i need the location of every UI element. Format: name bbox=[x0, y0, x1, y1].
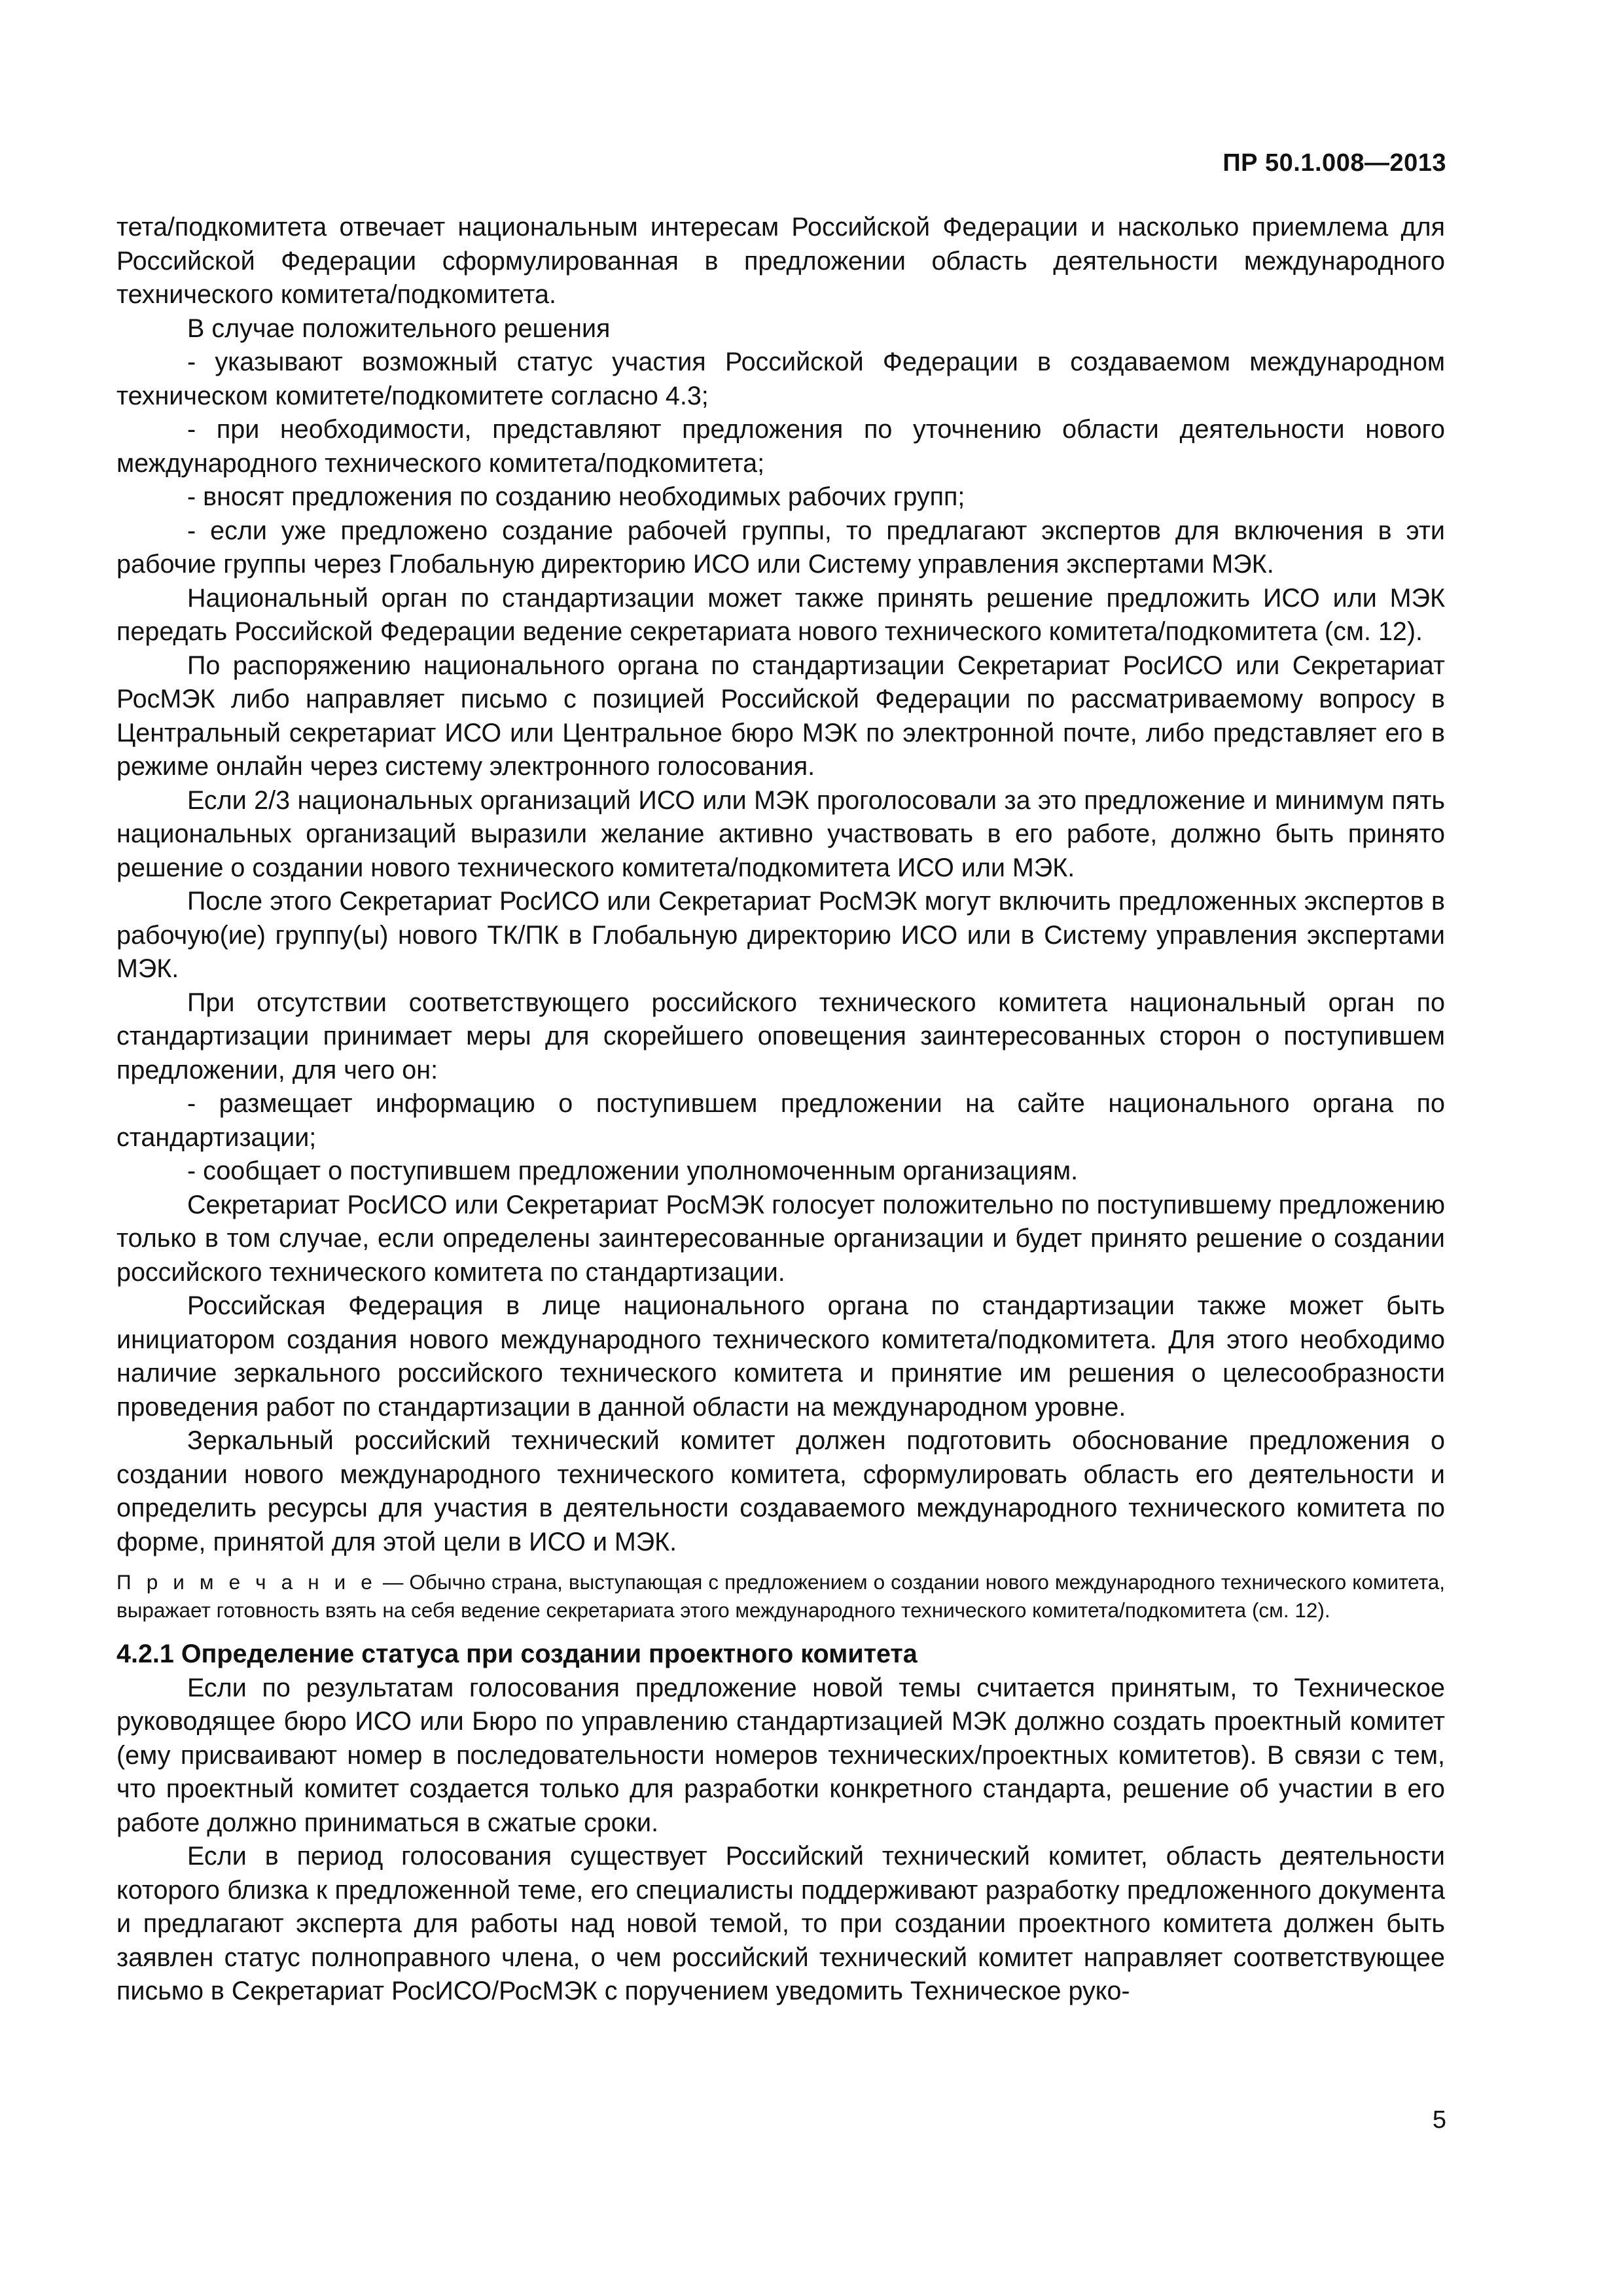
section-heading: 4.2.1 Определение статуса при создании проектного комитета bbox=[116, 1640, 918, 1668]
paragraph: Если 2/3 национальных организаций ИСО или МЭК проголосовали за это предложение и минимум пять национальных организаций выразили желание активно участвовать в его работе, должно быть принято решение о создании нового технического комитета/подкомитета ИСО или МЭК. bbox=[116, 785, 1445, 882]
list-item: - размещает информацию о поступившем предложении на сайте национального органа по стандартизации; bbox=[116, 1089, 1445, 1152]
list-item: - сообщает о поступившем предложении уполномоченным организациям. bbox=[187, 1157, 1079, 1185]
paragraph: При отсутствии соответствующего российского технического комитета национальный орган по стандартизации принимает меры для скорейшего оповещения заинтересованных сторон о поступившем предложении, для чего он: bbox=[116, 988, 1445, 1085]
list-item: - указывают возможный статус участия Российской Федерации в создаваемом международном техническом комитете/подкомитете согласно 4.3; bbox=[116, 348, 1445, 410]
page-body bbox=[116, 211, 1445, 2009]
note-text: — Обычно страна, выступающая с предложением о создании нового международного технического комитета, выражает готовность взять на себя ведение секретариата этого международного технического комитета/подкомитета (см. 12). bbox=[116, 1570, 1445, 1622]
paragraph: После этого Секретариат РосИСО или Секретариат РосМЭК могут включить предложенных экспертов в рабочую(ие) группу(ы) нового ТК/ПК в Глобальную директорию ИСО или в Систему управления экспертами МЭК. bbox=[116, 887, 1445, 983]
list-item: - при необходимости, представляют предложения по уточнению области деятельности нового международного технического комитета/подкомитета; bbox=[116, 415, 1445, 478]
note-label: П р и м е ч а н и е bbox=[116, 1570, 377, 1594]
paragraph: тета/подкомитета отвечает национальным интересам Российской Федерации и насколько приемлема для Российской Федерации сформулированная в предложении область деятельности международного технического комитета/подкомитета. bbox=[116, 213, 1445, 309]
paragraph: Если по результатам голосования предложение новой темы считается принятым, то Техническое руководящее бюро ИСО или Бюро по управлению стандартизацией МЭК должно создать проектный комитет (ему присваивают номер в последовательности номеров технических/проектных комитетов). В связи с тем, что проектный комитет создается только для разработки конкретного стандарта, решение об участии в его работе должно приниматься в сжатые сроки. bbox=[116, 1673, 1445, 1837]
paragraph: Секретариат РосИСО или Секретариат РосМЭК голосует положительно по поступившему предложению только в том случае, если определены заинтересованные организации и будет принято решение о создании российского технического комитета по стандартизации. bbox=[116, 1190, 1445, 1287]
paragraph: По распоряжению национального органа по стандартизации Секретариат РосИСО или Секретариат РосМЭК либо направляет письмо с позицией Российской Федерации по рассматриваемому вопросу в Центральный секретариат ИСО или Центральное бюро МЭК по электронной почте, либо представляет его в режиме онлайн через систему электронного голосования. bbox=[116, 651, 1445, 781]
paragraph: Если в период голосования существует Российский технический комитет, область деятельности которого близка к предложенной теме, его специалисты поддерживают разработку предложенного документа и предлагают эксперта для работы над новой темой, то при создании проектного комитета должен быть заявлен статус полноправного члена, о чем российский технический комитет направляет соответствующее письмо в Секретариат РосИСО/РосМЭК с поручением уведомить Техническое руко- bbox=[116, 1842, 1445, 2005]
paragraph: Российская Федерация в лице национального органа по стандартизации также может быть инициатором создания нового международного технического комитета/подкомитета. Для этого необходимо наличие зеркального российского технического комитета и принятие им решения о целесообразности проведения работ по стандартизации в данной области на международном уровне. bbox=[116, 1291, 1445, 1422]
note bbox=[116, 1568, 1445, 1624]
page-number: 5 bbox=[1432, 2106, 1446, 2134]
list-item: - вносят предложения по созданию необходимых рабочих групп; bbox=[187, 482, 965, 511]
paragraph: Зеркальный российский технический комитет должен подготовить обоснование предложения о создании нового международного технического комитета, сформулировать область его деятельности и определить ресурсы для участия в деятельности создаваемого международного технического комитета по форме, принятой для этой цели в ИСО и МЭК. bbox=[116, 1426, 1445, 1556]
paragraph: Национальный орган по стандартизации может также принять решение предложить ИСО или МЭК передать Российской Федерации ведение секретариата нового технического комитета/подкомитета (см. 12). bbox=[116, 583, 1445, 646]
paragraph: В случае положительного решения bbox=[187, 314, 611, 343]
document-code: ПР 50.1.008—2013 bbox=[1222, 149, 1446, 177]
list-item: - если уже предложено создание рабочей группы, то предлагают экспертов для включения в эти рабочие группы через Глобальную директорию ИСО или Систему управления экспертами МЭК. bbox=[116, 516, 1445, 579]
